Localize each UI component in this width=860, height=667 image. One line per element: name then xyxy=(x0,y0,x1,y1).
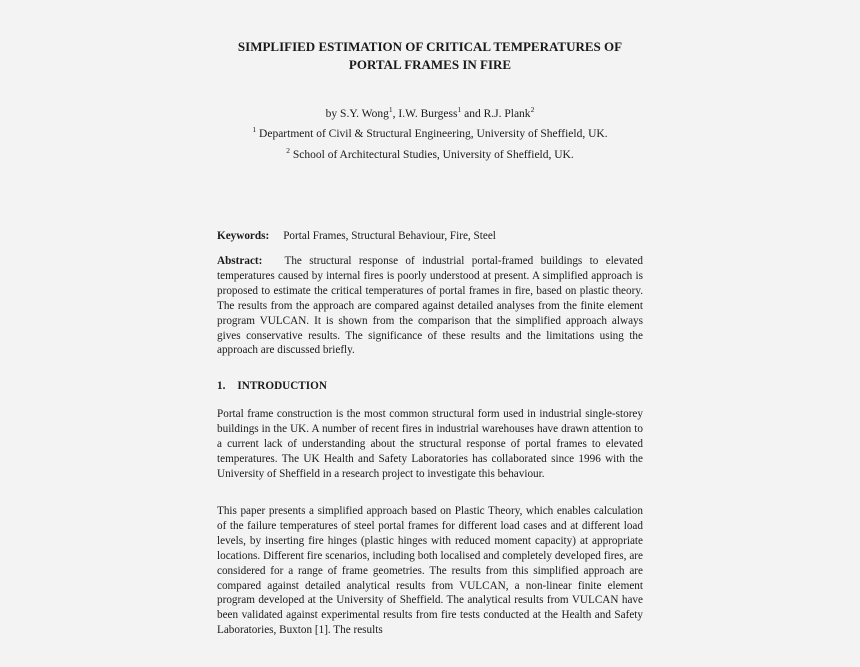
keywords xyxy=(217,229,643,244)
paragraph-text: Portal frame construction is the most common structural form used in industrial single-storey buildings in the UK. A number of recent fires in industrial warehouses have drawn attention to a current lack of understanding about the structural response of portal frames to elevated temperatures. The UK Health and Safety Laboratories has collaborated since 1996 with the University of Sheffield in a research project to investigate this behaviour. xyxy=(217,408,643,480)
title-line-2: PORTAL FRAMES IN FIRE xyxy=(348,57,512,72)
author-by: by S.Y. Wong xyxy=(325,107,389,120)
section-title: INTRODUCTION xyxy=(237,380,327,392)
affiliation-text: Department of Civil & Structural Engineering, University of Sheffield, UK. xyxy=(256,128,608,141)
affiliation-text: School of Architectural Studies, University of Sheffield, UK. xyxy=(290,148,574,161)
keywords-label: Keywords: xyxy=(217,230,270,242)
author-block xyxy=(160,102,700,163)
affiliation-sup: 2 xyxy=(286,145,290,155)
author-line xyxy=(160,102,700,122)
abstract-text: The structural response of industrial portal-framed buildings to elevated temperatures caused by internal fires is poorly understood at present. A simplified approach is proposed to estimate the critical temperatures of portal frames in fire, based on plastic theory. The results from the approach are compared against detailed analyses from the finite element program VULCAN. It is shown from the comparison that the simplified approach always gives conservative results. The significance of these results and the limitations using the approach are discussed briefly. xyxy=(217,255,644,357)
section-number: 1. xyxy=(217,380,226,392)
paragraph-text: This paper presents a simplified approach based on Plastic Theory, which enables calculation of the failure temperatures of steel portal frames for different load cases and at different load levels, by inserting fire hinges (plastic hinges with reduced moment capacity) at appropriate locations. Different fire scenarios, including both localised and completely developed fires, are considered for a range of frame geometries. The results from this simplified approach are compared against detailed analytical results from VULCAN, a non-linear finite element program developed at the University of Sheffield. The analytical results from VULCAN have been validated against experimental results from fire tests conducted at the Health and Safety Laboratories, Buxton [1]. The results xyxy=(217,505,643,637)
author-burgess: , I.W. Burgess xyxy=(392,107,458,120)
author-sup: 1 xyxy=(388,105,393,114)
affiliation-1 xyxy=(160,122,700,142)
title-line-1: SIMPLIFIED ESTIMATION OF CRITICAL TEMPERATURES OF xyxy=(237,39,623,54)
keywords-text: Portal Frames, Structural Behaviour, Fire, Steel xyxy=(283,230,496,242)
affiliation-sup: 1 xyxy=(252,125,257,135)
author-plank: and R.J. Plank xyxy=(461,107,531,120)
author-sup: 1 xyxy=(457,105,462,114)
paper-title xyxy=(160,38,700,74)
affiliation-2 xyxy=(160,143,700,163)
body-paragraph-2 xyxy=(217,504,643,638)
body-paragraph-1 xyxy=(217,407,643,482)
abstract xyxy=(217,254,643,358)
abstract-label: Abstract: xyxy=(217,255,263,267)
section-heading xyxy=(217,379,643,394)
abstract-paragraph xyxy=(217,254,643,358)
author-sup: 2 xyxy=(530,105,535,114)
